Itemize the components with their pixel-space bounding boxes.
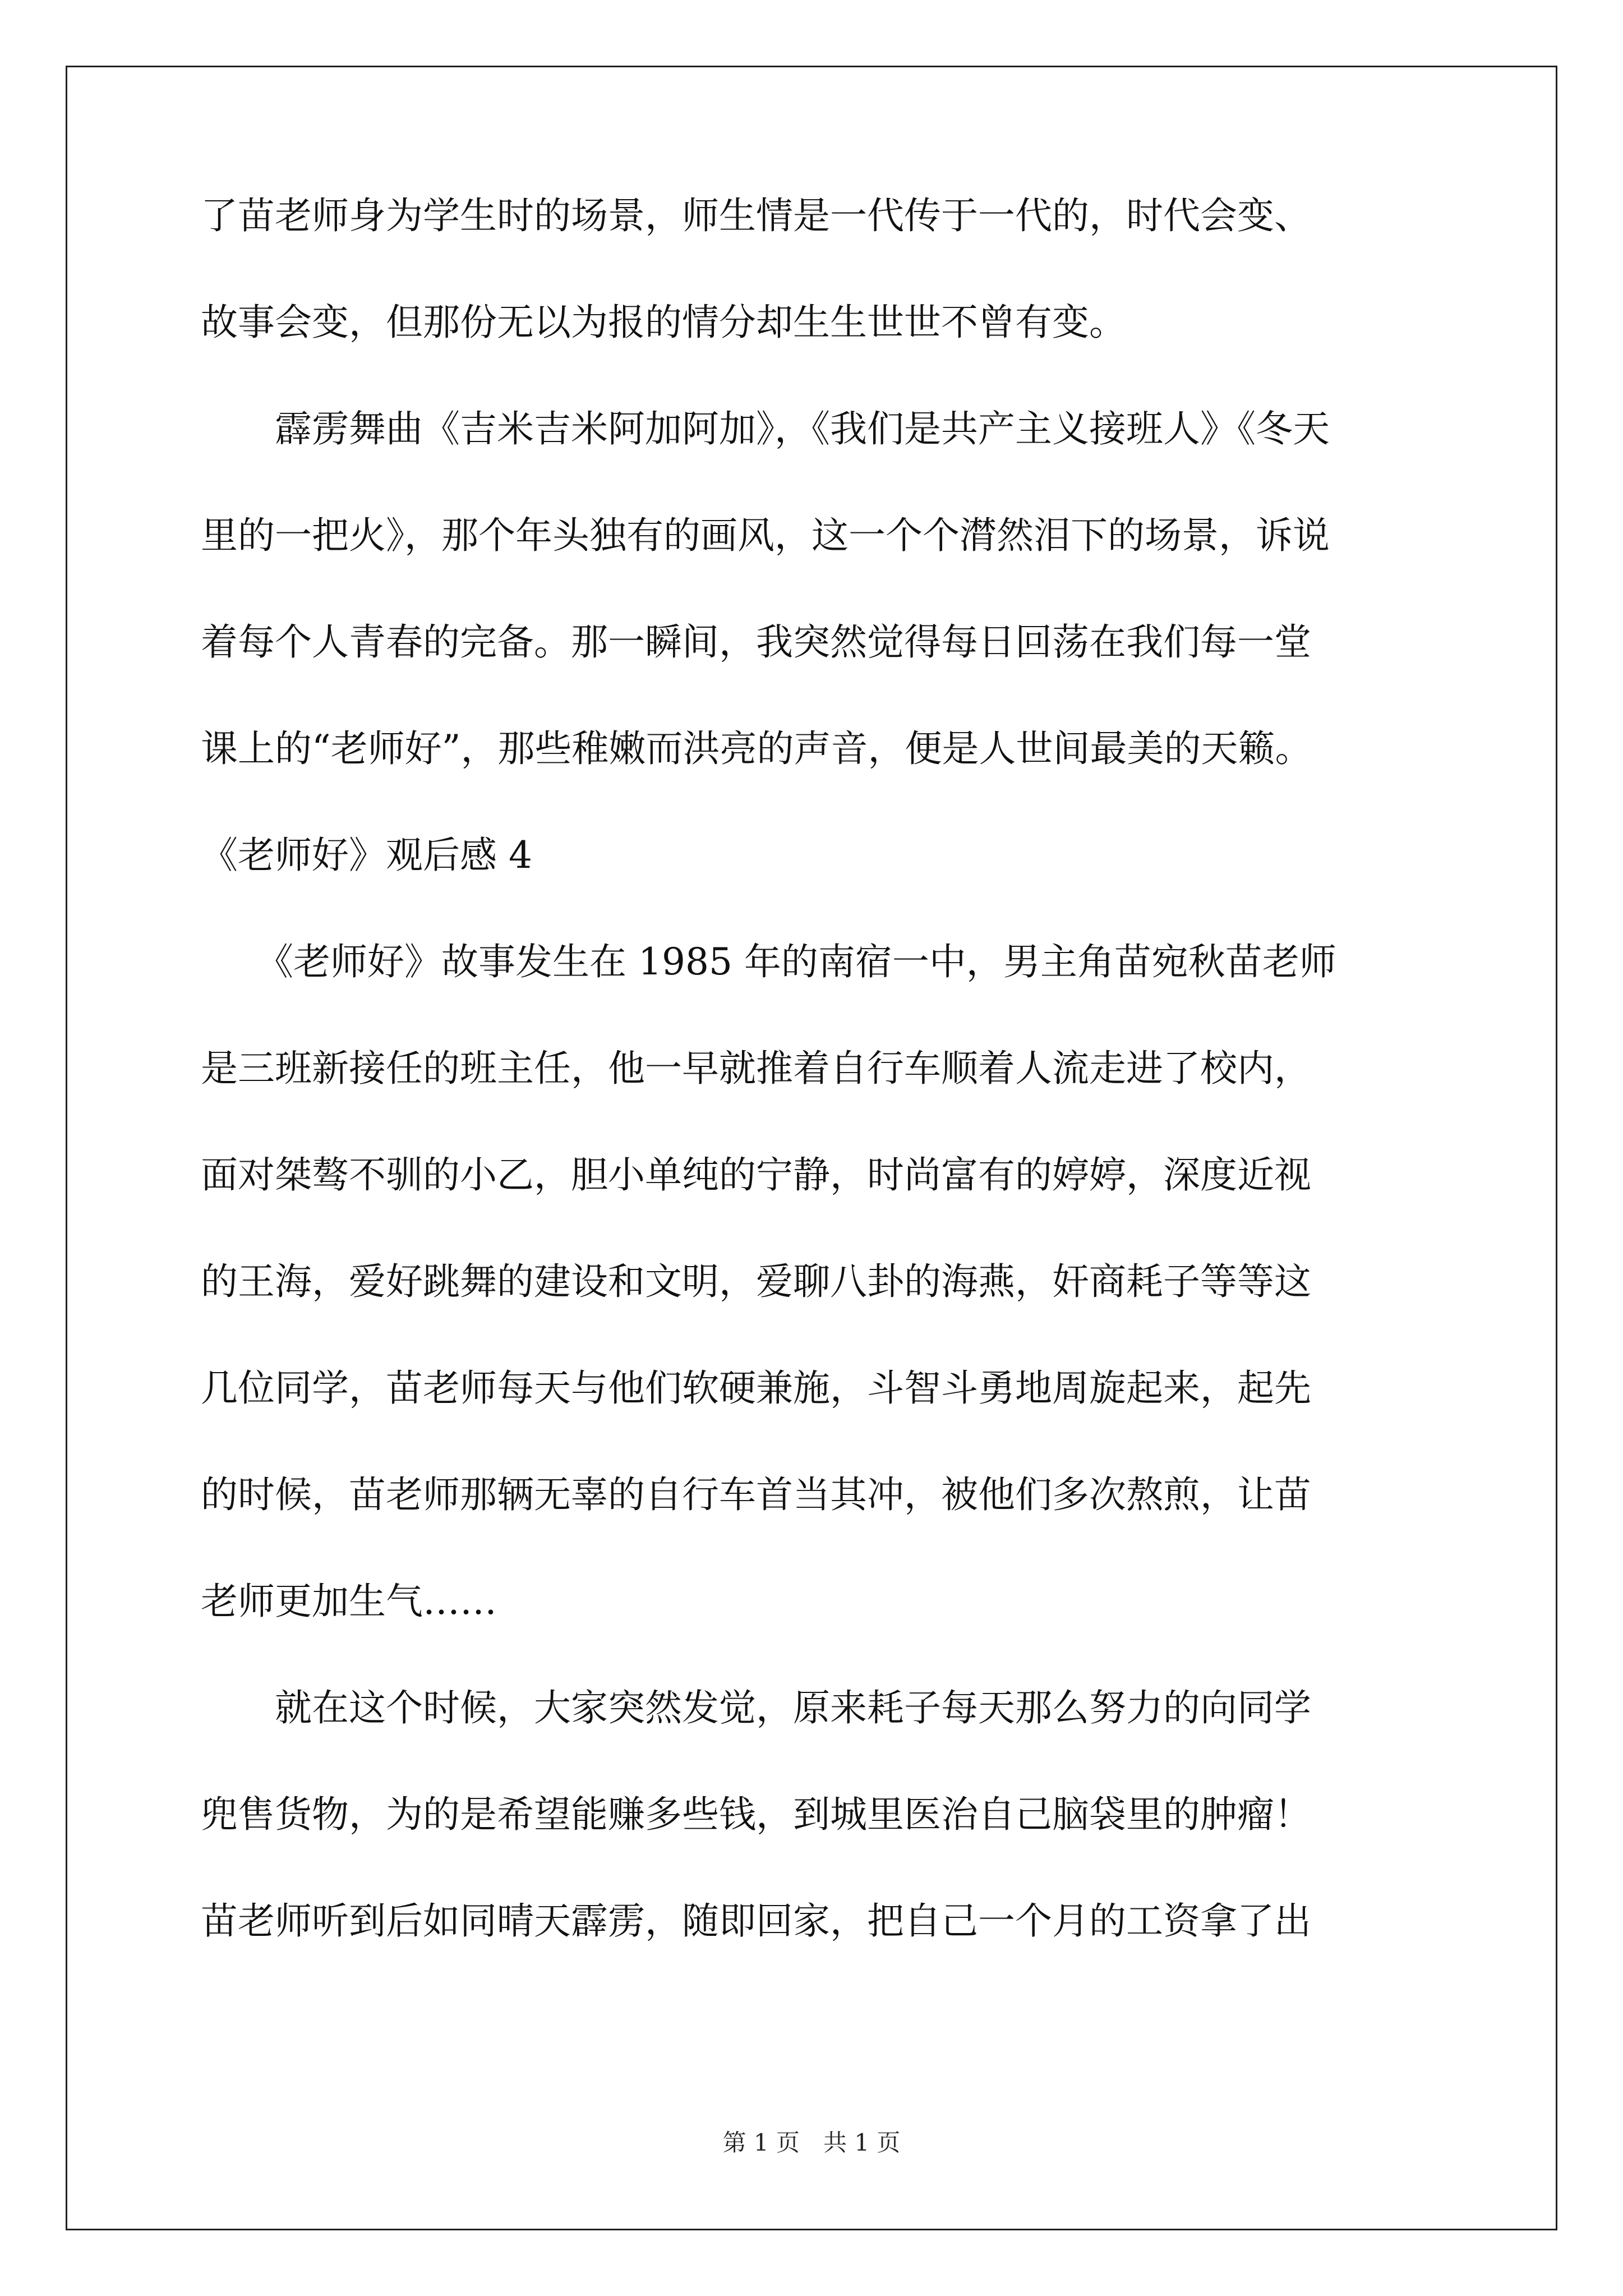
text-line: 《老师好》故事发生在 1985 年的南宿一中，男主角苗宛秋苗老师 <box>201 940 1336 983</box>
text-line: 故事会变，但那份无以为报的情分却生生世世不曾有变。 <box>201 301 1126 344</box>
text-line: 着每个人青春的完备。那一瞬间，我突然觉得每日回荡在我们每一堂 <box>201 620 1311 664</box>
text-line: 课上的“老师好”，那些稚嫩而洪亮的声音，便是人世间最美的天籁。 <box>201 727 1312 770</box>
text-line: 苗老师听到后如同晴天霹雳，随即回家，把自己一个月的工资拿了出 <box>201 1899 1311 1943</box>
text-line: 面对桀骜不驯的小乙，胆小单纯的宁静，时尚富有的婷婷，深度近视 <box>201 1153 1311 1197</box>
text-line: 的时候，苗老师那辆无辜的自行车首当其冲，被他们多次熬煎，让苗 <box>201 1473 1311 1516</box>
text-line: 兜售货物，为的是希望能赚多些钱，到城里医治自己脑袋里的肿瘤！ <box>201 1793 1311 1836</box>
section-heading: 《老师好》观后感 4 <box>201 834 532 877</box>
text-line: 是三班新接任的班主任，他一早就推着自行车顺着人流走进了校内， <box>201 1047 1311 1090</box>
text-line: 了苗老师身为学生时的场景，师生情是一代传于一代的，时代会变、 <box>201 194 1311 237</box>
text-line: 老师更加生气…… <box>201 1580 497 1623</box>
text-line: 就在这个时候，大家突然发觉，原来耗子每天那么努力的向同学 <box>201 1686 1311 1729</box>
text-line: 里的一把火》，那个年头独有的画风，这一个个潸然泪下的场景，诉说 <box>201 514 1330 557</box>
text-line: 霹雳舞曲《吉米吉米阿加阿加》，《我们是共产主义接班人》《冬天 <box>201 407 1330 450</box>
text-line: 几位同学，苗老师每天与他们软硬兼施，斗智斗勇地周旋起来，起先 <box>201 1366 1311 1410</box>
text-line: 的王海，爱好跳舞的建设和文明，爱聊八卦的海燕，奸商耗子等等这 <box>201 1260 1311 1303</box>
page-number: 第 1 页 共 1 页 <box>722 2129 901 2156</box>
